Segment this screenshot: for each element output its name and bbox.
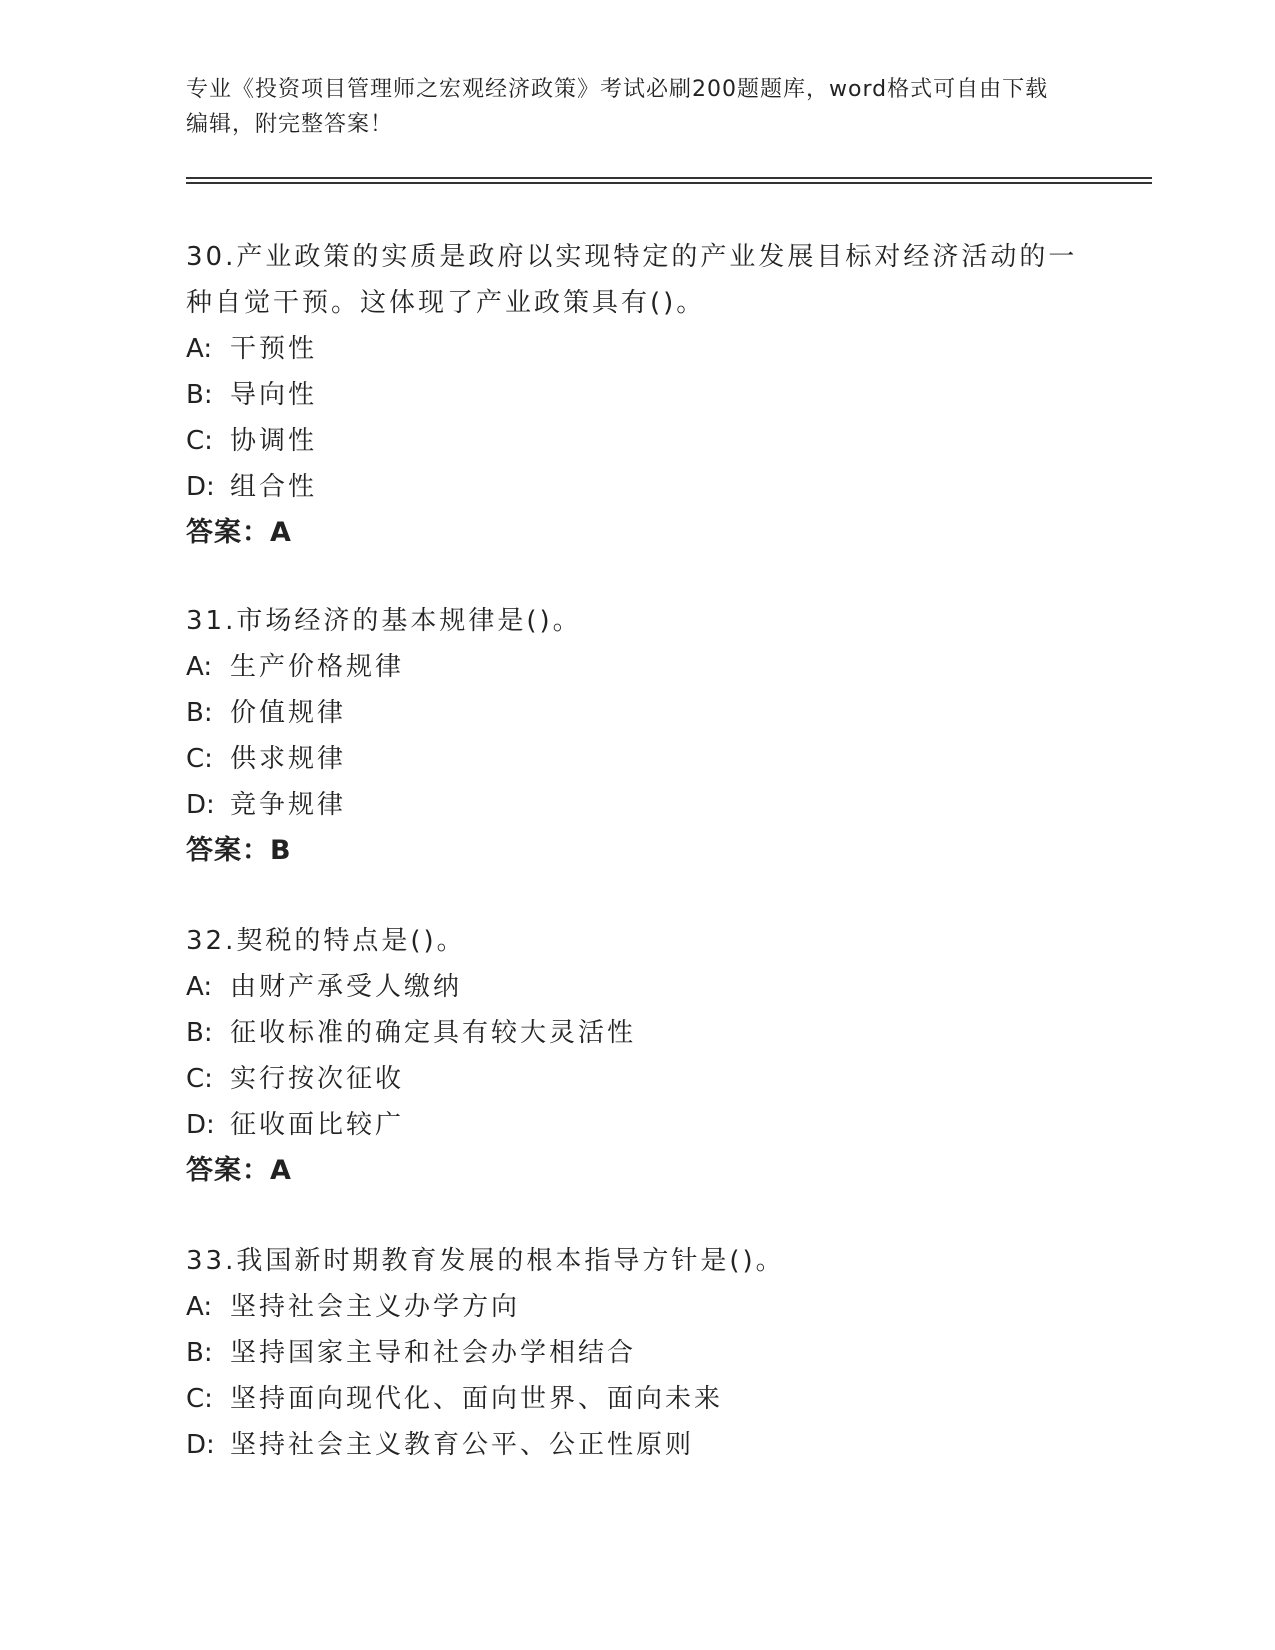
question-33 [186, 1238, 1086, 1468]
option-text: 由财产承受人缴纳 [230, 972, 463, 1002]
option-text: 坚持国家主导和社会办学相结合 [230, 1338, 637, 1368]
option-text: 导向性 [230, 380, 318, 410]
option-c [186, 736, 1086, 782]
option-b [186, 372, 1086, 418]
option-text: 协调性 [230, 426, 318, 456]
option-letter: D: [186, 790, 215, 820]
option-b [186, 1330, 1086, 1376]
option-text: 坚持社会主义教育公平、公正性原则 [230, 1430, 695, 1460]
option-text: 价值规律 [230, 698, 347, 728]
question-text: 31.市场经济的基本规律是()。 [186, 606, 582, 636]
option-text: 供求规律 [230, 744, 347, 774]
header-divider-top [186, 177, 1152, 179]
question-30 [186, 234, 1086, 556]
answer-label: 答案：B [186, 835, 292, 866]
question-32 [186, 918, 1086, 1194]
option-letter: D: [186, 472, 215, 502]
option-d [186, 782, 1086, 828]
option-d [186, 1102, 1086, 1148]
option-letter: D: [186, 1430, 215, 1460]
option-letter: A: [186, 652, 213, 682]
question-text: 32.契税的特点是()。 [186, 926, 466, 956]
question-text: 30.产业政策的实质是政府以实现特定的产业发展目标对经济活动的一种自觉干预。这体现了产业政策具有()。 [186, 242, 1078, 318]
option-letter: A: [186, 972, 213, 1002]
option-letter: C: [186, 1384, 213, 1414]
option-a [186, 644, 1086, 690]
option-text: 干预性 [230, 334, 318, 364]
option-letter: B: [186, 698, 213, 728]
option-letter: C: [186, 426, 213, 456]
option-d [186, 464, 1086, 510]
option-letter: B: [186, 1018, 213, 1048]
option-c [186, 1376, 1086, 1422]
option-letter: A: [186, 334, 213, 364]
option-letter: A: [186, 1292, 213, 1322]
header-divider-bottom [186, 182, 1152, 184]
option-text: 坚持面向现代化、面向世界、面向未来 [230, 1384, 724, 1414]
option-b [186, 1010, 1086, 1056]
option-text: 竞争规律 [230, 790, 347, 820]
option-d [186, 1422, 1086, 1468]
option-letter: B: [186, 380, 213, 410]
option-text: 坚持社会主义办学方向 [230, 1292, 521, 1322]
option-text: 实行按次征收 [230, 1064, 405, 1094]
document-intro: 专业《投资项目管理师之宏观经济政策》考试必刷200题题库，word格式可自由下载编辑，附完整答案！ [186, 77, 1049, 137]
option-letter: C: [186, 1064, 213, 1094]
option-text: 生产价格规律 [230, 652, 405, 682]
question-31 [186, 598, 1086, 874]
option-text: 组合性 [230, 472, 318, 502]
option-a [186, 1284, 1086, 1330]
option-a [186, 326, 1086, 372]
option-letter: B: [186, 1338, 213, 1368]
option-text: 征收面比较广 [230, 1110, 405, 1140]
answer-label: 答案：A [186, 1155, 292, 1186]
option-letter: C: [186, 744, 213, 774]
answer-label: 答案：A [186, 517, 292, 548]
option-letter: D: [186, 1110, 215, 1140]
option-a [186, 964, 1086, 1010]
option-text: 征收标准的确定具有较大灵活性 [230, 1018, 637, 1048]
option-b [186, 690, 1086, 736]
option-c [186, 418, 1086, 464]
question-text: 33.我国新时期教育发展的根本指导方针是()。 [186, 1246, 785, 1276]
option-c [186, 1056, 1086, 1102]
